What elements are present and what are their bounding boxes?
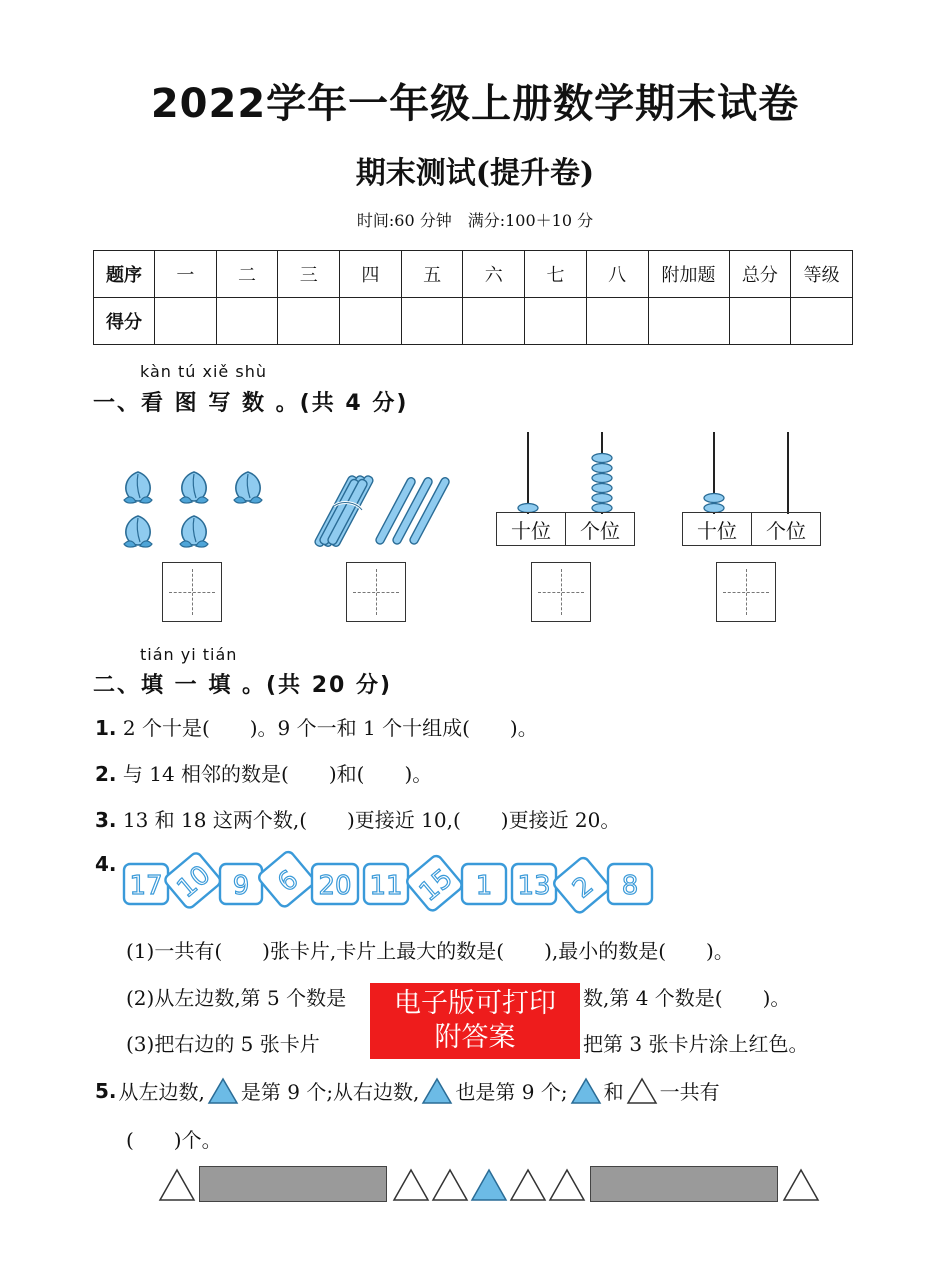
- svg-text:10: 10: [171, 859, 217, 905]
- question-1-number: 1.: [95, 716, 117, 740]
- col-grade: 等级: [791, 251, 853, 298]
- card-15: [405, 854, 464, 913]
- banner-line-2: 附答案: [434, 1022, 516, 1053]
- score-table-score-row: [94, 298, 853, 345]
- question-1-text: 2 个十是( )。9 个一和 1 个十组成( )。: [122, 716, 538, 740]
- place-value-box-1: [496, 512, 635, 546]
- question-5-text-a: 从左边数,: [118, 1080, 205, 1104]
- question-5-text-c: 也是第 9 个;: [455, 1080, 568, 1104]
- svg-text:20: 20: [318, 871, 352, 901]
- white-triangle-icon: [548, 1168, 586, 1202]
- svg-text:11: 11: [369, 871, 403, 901]
- white-triangle-icon: [782, 1168, 820, 1202]
- card-17: [124, 864, 168, 904]
- question-2: [95, 758, 432, 787]
- blue-triangle-icon: [207, 1077, 239, 1105]
- answer-box-3[interactable]: [531, 562, 591, 622]
- card-9: [220, 864, 262, 904]
- score-table-header-row: [94, 251, 853, 298]
- question-5-text-e: 一共有: [659, 1080, 720, 1104]
- question-4-2-text-a: (2)从左边数,第 5 个数是: [126, 986, 347, 1010]
- number-cards: [120, 848, 665, 916]
- score-cell[interactable]: [463, 298, 525, 345]
- question-3-number: 3.: [95, 808, 117, 832]
- answer-box-4[interactable]: [716, 562, 776, 622]
- abacus-2-illustration: [686, 430, 826, 514]
- abacus-1-illustration: [500, 430, 640, 514]
- col-3: 三: [278, 251, 340, 298]
- score-cell[interactable]: [791, 298, 853, 345]
- white-triangle-icon: [509, 1168, 547, 1202]
- svg-text:6: 6: [272, 864, 305, 899]
- card-11: [364, 864, 408, 904]
- question-2-number: 2.: [95, 762, 117, 786]
- white-triangle-icon: [431, 1168, 469, 1202]
- peaches-illustration: [118, 468, 278, 552]
- tens-label: 十位: [697, 518, 737, 543]
- card-20: [312, 864, 358, 904]
- col-7: 七: [525, 251, 587, 298]
- card-2: [552, 856, 611, 915]
- score-cell[interactable]: [729, 298, 791, 345]
- score-cell[interactable]: [340, 298, 402, 345]
- white-triangle-icon: [626, 1077, 658, 1105]
- question-4-2-tail: 数,第 4 个数是( )。: [583, 986, 791, 1010]
- row-head-score: 得分: [94, 298, 155, 345]
- sticks-illustration: [312, 470, 450, 548]
- answer-box-2[interactable]: [346, 562, 406, 622]
- question-4-2: [126, 982, 346, 1011]
- score-cell[interactable]: [586, 298, 648, 345]
- question-5-text-d: 和: [603, 1080, 624, 1104]
- section2-pinyin: tián yi tián: [140, 645, 238, 664]
- question-1: [95, 712, 538, 741]
- score-cell[interactable]: [155, 298, 217, 345]
- col-5: 五: [401, 251, 463, 298]
- question-4: [95, 852, 117, 876]
- section1-heading: 一、看 图 写 数 。(共 4 分): [93, 391, 409, 416]
- question-4-1: (1)一共有( )张卡片,卡片上最大的数是( ),最小的数是( )。: [126, 939, 734, 963]
- answer-box-1[interactable]: [162, 562, 222, 622]
- col-bonus: 附加题: [648, 251, 729, 298]
- banner-line-1: 电子版可打印: [394, 988, 556, 1019]
- ones-label: 个位: [751, 513, 820, 545]
- printable-promo-banner: [370, 983, 580, 1059]
- blue-triangle-icon: [570, 1077, 602, 1105]
- question-5-text-b: 是第 9 个;从右边数,: [240, 1080, 420, 1104]
- svg-text:15: 15: [413, 863, 459, 908]
- tens-label: 十位: [511, 518, 551, 543]
- question-4-number: 4.: [95, 852, 117, 876]
- score-cell[interactable]: [401, 298, 463, 345]
- question-5-line-2: ( )个。: [126, 1128, 222, 1152]
- hidden-triangles-bar-left: [199, 1166, 387, 1202]
- score-cell[interactable]: [216, 298, 278, 345]
- card-10: [163, 851, 222, 910]
- score-cell[interactable]: [278, 298, 340, 345]
- card-1: [462, 864, 506, 904]
- col-2: 二: [216, 251, 278, 298]
- row-head-order: 题序: [94, 251, 155, 298]
- question-3: [95, 804, 620, 833]
- col-8: 八: [586, 251, 648, 298]
- white-triangle-icon: [158, 1168, 196, 1202]
- question-4-3-tail: 把第 3 张卡片涂上红色。: [583, 1032, 809, 1056]
- place-value-box-2: [682, 512, 821, 546]
- exam-title: 2022学年一年级上册数学期末试卷: [150, 81, 800, 127]
- section2-heading: 二、填 一 填 。(共 20 分): [93, 673, 393, 698]
- time-and-score-info: 时间:60 分钟 满分:100＋10 分: [356, 211, 594, 230]
- svg-text:1: 1: [475, 871, 493, 901]
- question-2-text: 与 14 相邻的数是( )和( )。: [122, 762, 433, 786]
- ones-label: 个位: [565, 513, 634, 545]
- blue-triangle-icon: [470, 1168, 508, 1202]
- svg-text:9: 9: [232, 871, 250, 901]
- card-13: [512, 864, 556, 904]
- card-8: [608, 864, 652, 904]
- col-6: 六: [463, 251, 525, 298]
- score-cell[interactable]: [525, 298, 587, 345]
- blue-triangle-icon: [421, 1077, 453, 1105]
- col-1: 一: [155, 251, 217, 298]
- svg-text:13: 13: [517, 871, 551, 901]
- question-5: [95, 1076, 720, 1105]
- card-6: [257, 850, 316, 909]
- hidden-triangles-bar-right: [590, 1166, 778, 1202]
- col-total: 总分: [729, 251, 791, 298]
- svg-text:17: 17: [129, 871, 163, 901]
- exam-subtitle: 期末测试(提升卷): [355, 156, 595, 191]
- section1-pinyin: kàn tú xiě shù: [140, 362, 267, 381]
- score-table: [93, 250, 853, 345]
- white-triangle-icon: [392, 1168, 430, 1202]
- col-4: 四: [340, 251, 402, 298]
- question-4-3: (3)把右边的 5 张卡片: [126, 1032, 320, 1056]
- question-5-number: 5.: [95, 1078, 117, 1103]
- score-cell[interactable]: [648, 298, 729, 345]
- svg-text:8: 8: [621, 871, 639, 901]
- question-3-text: 13 和 18 这两个数,( )更接近 10,( )更接近 20。: [122, 808, 621, 832]
- svg-text:2: 2: [567, 870, 600, 905]
